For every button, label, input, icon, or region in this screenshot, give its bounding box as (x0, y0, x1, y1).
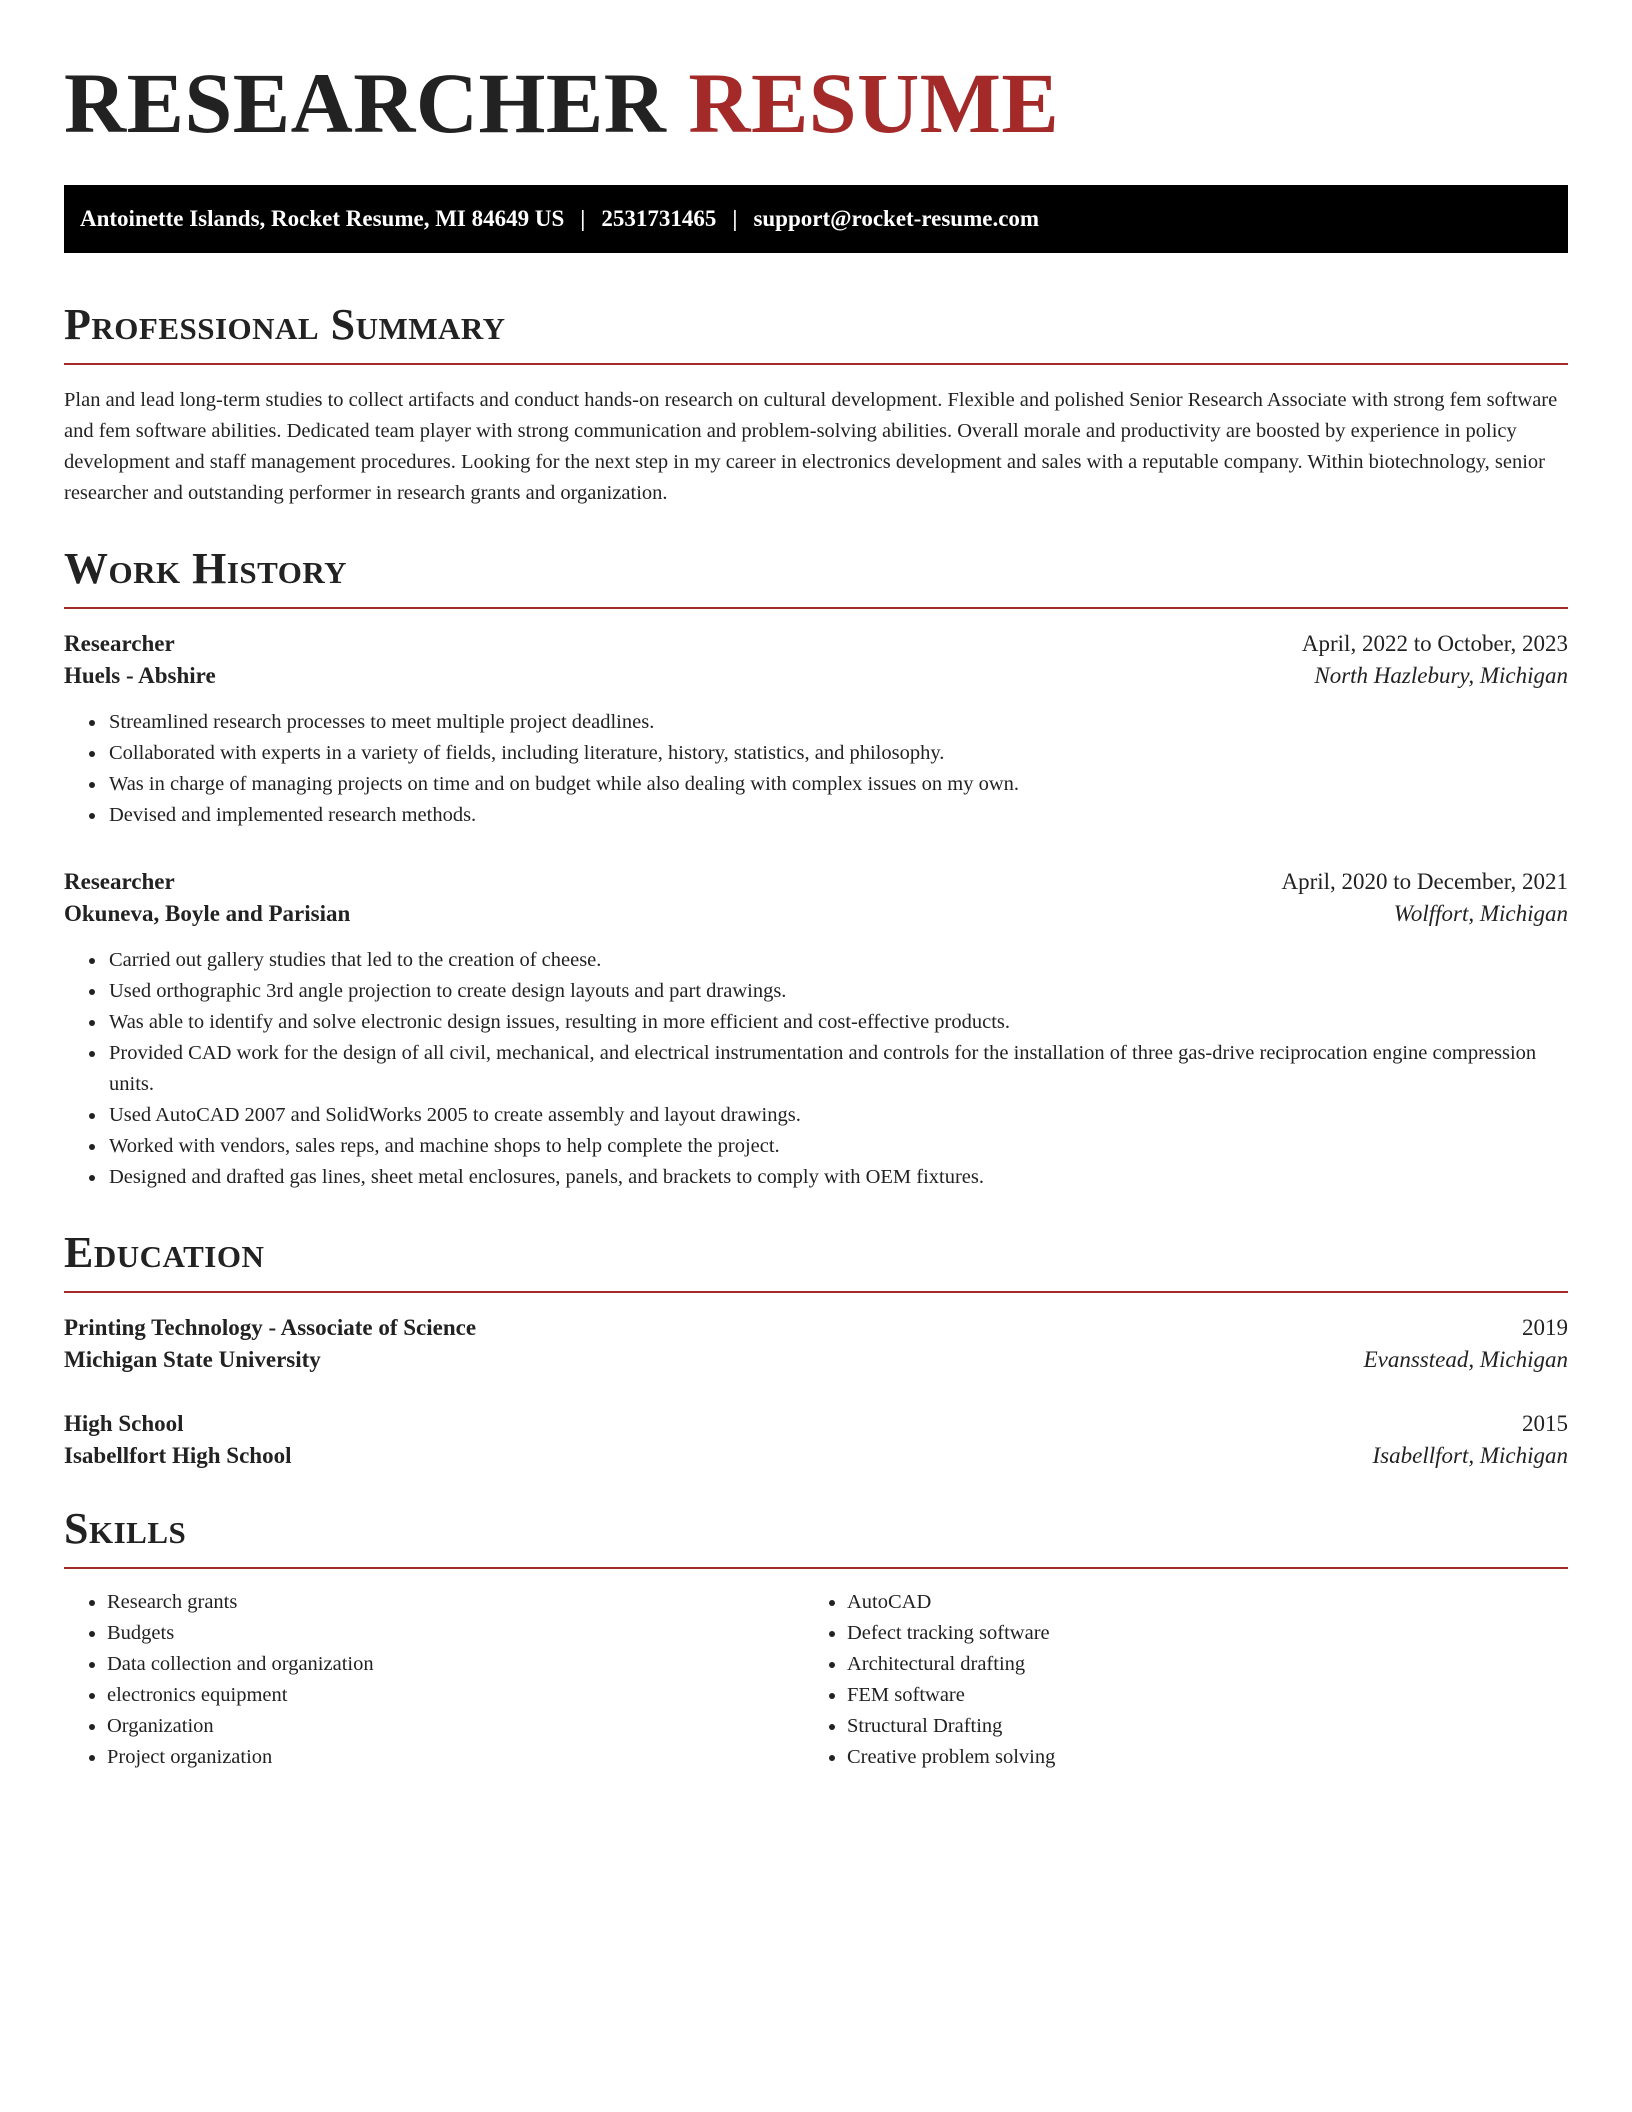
skill-item: • Organization (107, 1711, 804, 1742)
contact-separator: | (580, 205, 586, 231)
education-year: 2019 (1522, 1314, 1568, 1340)
job-bullet: • Provided CAD work for the design of all civil, mechanical, and electrical instrumentation and controls for the installation of three gas-drive reciprocation engine compression units. (107, 1038, 1568, 1100)
contact-address: Antoinette Islands, Rocket Resume, MI 84649 US (80, 205, 565, 231)
job-bullet: • Used AutoCAD 2007 and SolidWorks 2005 to create assembly and layout drawings. (107, 1100, 1568, 1131)
job-bullet: • Was able to identify and solve electronic design issues, resulting in more efficient and cost-effective products. (107, 1007, 1568, 1038)
job-bullet: • Streamlined research processes to meet multiple project deadlines. (107, 707, 1568, 738)
skill-item: • Creative problem solving (847, 1742, 1544, 1773)
title-second-word: RESUME (688, 55, 1060, 151)
education-school: Michigan State University (64, 1346, 321, 1372)
skill-item: • FEM software (847, 1680, 1544, 1711)
education-entry (64, 1315, 1568, 1373)
skills-column-right (804, 1587, 1544, 1773)
job-bullet: • Collaborated with experts in a variety of fields, including literature, history, statistics, and philosophy. (107, 738, 1568, 769)
job-bullet: • Used orthographic 3rd angle projection to create design layouts and part drawings. (107, 976, 1568, 1007)
job-bullet: • Worked with vendors, sales reps, and machine shops to help complete the project. (107, 1131, 1568, 1162)
section-heading-summary: Professional Summary (64, 303, 1568, 365)
job-location: Wolffort, Michigan (1393, 900, 1568, 926)
job-role: Researcher (64, 868, 175, 894)
education-header-row (64, 1315, 1568, 1341)
job-company-row (64, 663, 1568, 689)
job-company: Huels - Abshire (64, 662, 216, 688)
contact-bar (64, 185, 1568, 253)
education-school: Isabellfort High School (64, 1442, 292, 1468)
job-dates: April, 2022 to October, 2023 (1301, 630, 1568, 656)
job-bullet: • Devised and implemented research methods. (107, 800, 1568, 831)
job-bullet: • Designed and drafted gas lines, sheet metal enclosures, panels, and brackets to comply with OEM fixtures. (107, 1162, 1568, 1193)
job-entry (64, 869, 1568, 1193)
job-company: Okuneva, Boyle and Parisian (64, 900, 351, 926)
skill-item: • electronics equipment (107, 1680, 804, 1711)
education-location: Evansstead, Michigan (1363, 1346, 1568, 1372)
skill-item: • Budgets (107, 1618, 804, 1649)
education-degree: High School (64, 1410, 184, 1436)
job-bullet: • Carried out gallery studies that led to the creation of cheese. (107, 945, 1568, 976)
job-bullet-list (64, 945, 1568, 1193)
section-heading-skills: Skills (64, 1507, 1568, 1569)
education-school-row (64, 1443, 1568, 1469)
section-heading-work-history: Work History (64, 547, 1568, 609)
section-heading-education: Education (64, 1231, 1568, 1293)
job-dates: April, 2020 to December, 2021 (1281, 868, 1568, 894)
job-header-row (64, 869, 1568, 895)
skills-list (804, 1587, 1544, 1773)
education-header-row (64, 1411, 1568, 1437)
skill-item: • AutoCAD (847, 1587, 1544, 1618)
skills-list (64, 1587, 804, 1773)
contact-email[interactable]: support@rocket-resume.com (753, 205, 1040, 231)
skill-item: • Research grants (107, 1587, 804, 1618)
summary-paragraph: Plan and lead long-term studies to collect artifacts and conduct hands-on research on cultural development. Flexible and polished Senior Research Associate with strong fem software and fem software abilities. Dedicated team player with strong communication and problem-solving abilities. Overall morale and productivity are boosted by experience in policy development and staff management procedures. Looking for the next step in my career in electronics development and sales with a reputable company. Within biotechnology, senior researcher and outstanding performer in research grants and organization. (64, 388, 1558, 504)
skill-item: • Project organization (107, 1742, 804, 1773)
education-degree: Printing Technology - Associate of Science (64, 1314, 477, 1340)
job-header-row (64, 631, 1568, 657)
title-first-word: RESEARCHER (64, 55, 667, 151)
job-bullet: • Was in charge of managing projects on time and on budget while also dealing with complex issues on my own. (107, 769, 1568, 800)
skills-column-left (64, 1587, 804, 1773)
education-year: 2015 (1522, 1410, 1568, 1436)
contact-phone: 2531731465 (601, 205, 717, 231)
job-company-row (64, 901, 1568, 927)
education-location: Isabellfort, Michigan (1372, 1442, 1568, 1468)
education-school-row (64, 1347, 1568, 1373)
skill-item: • Structural Drafting (847, 1711, 1544, 1742)
job-location: North Hazlebury, Michigan (1314, 662, 1568, 688)
contact-separator: | (732, 205, 738, 231)
resume-title (64, 0, 1568, 151)
skill-item: • Architectural drafting (847, 1649, 1544, 1680)
skill-item: • Defect tracking software (847, 1618, 1544, 1649)
job-role: Researcher (64, 630, 175, 656)
skills-grid (64, 1587, 1568, 1773)
education-entry (64, 1411, 1568, 1469)
job-entry (64, 631, 1568, 831)
skill-item: • Data collection and organization (107, 1649, 804, 1680)
job-bullet-list (64, 707, 1568, 831)
